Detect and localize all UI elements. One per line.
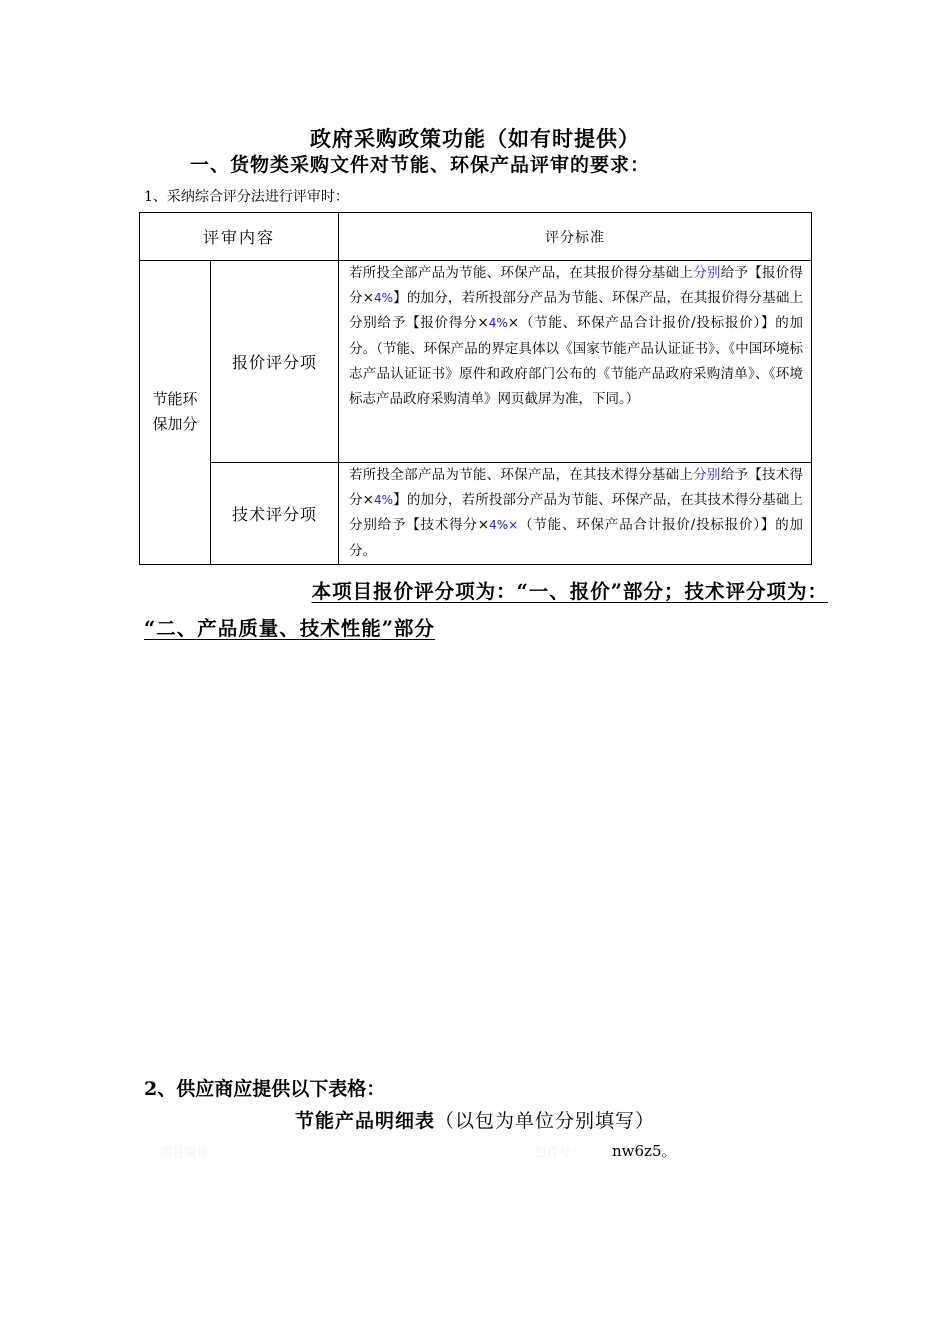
header-scoring-standard: 评分标准: [339, 213, 812, 261]
table-row: [140, 463, 812, 565]
category-cell: [140, 261, 211, 565]
project-note: [144, 573, 834, 647]
text-segment: 若所投全部产品为节能、环保产品，在其报价得分基础上: [349, 265, 694, 281]
text-segment-blue: 4%: [488, 316, 508, 331]
category-label: 节能环保加分: [152, 390, 198, 434]
text-segment-blue: 4%×: [489, 518, 519, 533]
faint-project-number: 项目编号：: [160, 1145, 221, 1159]
document-title: 政府采购政策功能（如有时提供）: [310, 126, 640, 151]
table-header-row: [140, 213, 812, 261]
text-segment-blue: 4%: [374, 291, 394, 306]
section-heading-1: 一、货物类采购文件对节能、环保产品评审的要求：: [190, 154, 651, 176]
note-text: 本项目报价评分项为：“一、报价”部分；技术评分项为：: [311, 580, 828, 603]
text-segment: 若所投全部产品为节能、环保产品，在其技术得分基础上: [349, 467, 694, 483]
text-segment-blue: 4%: [374, 493, 394, 508]
row-text-price: [339, 261, 812, 463]
table-row: [140, 261, 812, 463]
text-segment: 】的加分，若所投部分产品为节能、环保产品，在其技术得分基础上分别给予【技术得分×: [349, 492, 804, 534]
detail-title-rest: （以包为单位分别填写）: [435, 1110, 656, 1132]
row-label-price: 报价评分项: [211, 261, 339, 463]
project-note-line-2: [144, 610, 834, 647]
text-segment: 给予【报价得分×: [349, 265, 804, 307]
text-segment-blue: 分别: [693, 265, 721, 281]
faint-package-number: 包件号：: [535, 1145, 584, 1159]
text-segment-blue: 分别: [693, 467, 721, 483]
text-segment: 给予【技术得分×: [349, 467, 804, 509]
detail-table-title: [0, 1106, 950, 1133]
section-heading-2: 2、供应商应提供以下表格：: [144, 1078, 386, 1100]
header-evaluation-content: 评审内容: [140, 213, 339, 261]
detail-title-bold: 节能产品明细表: [294, 1110, 435, 1132]
project-note-line-1: [144, 573, 834, 610]
text-segment: 】的加分，若所投部分产品为节能、环保产品，在其报价得分基础上分别给予【报价得分×: [349, 290, 804, 332]
evaluation-table: [139, 212, 812, 565]
row-text-technical: [339, 463, 812, 565]
text-segment: （节能、环保产品合计报价/投标报价）】的加分。: [349, 517, 804, 559]
text-segment: ×（节能、环保产品合计报价/投标报价）】的加分。（节能、环保产品的界定具体以《国家节能产品认证证书》、《中国环境标志产品认证证书》原件和政府部门公布的《节能产品政府采购清单》、《环境标志产品政府采购清单》网页截屏为准，下同。）: [349, 315, 804, 408]
row-label-technical: 技术评分项: [211, 463, 339, 565]
item-1-text: 1、采纳综合评分法进行评审时：: [144, 189, 349, 205]
note-text: “二、产品质量、技术性能”部分: [144, 617, 435, 640]
document-code: nw6z5。: [612, 1142, 677, 1160]
